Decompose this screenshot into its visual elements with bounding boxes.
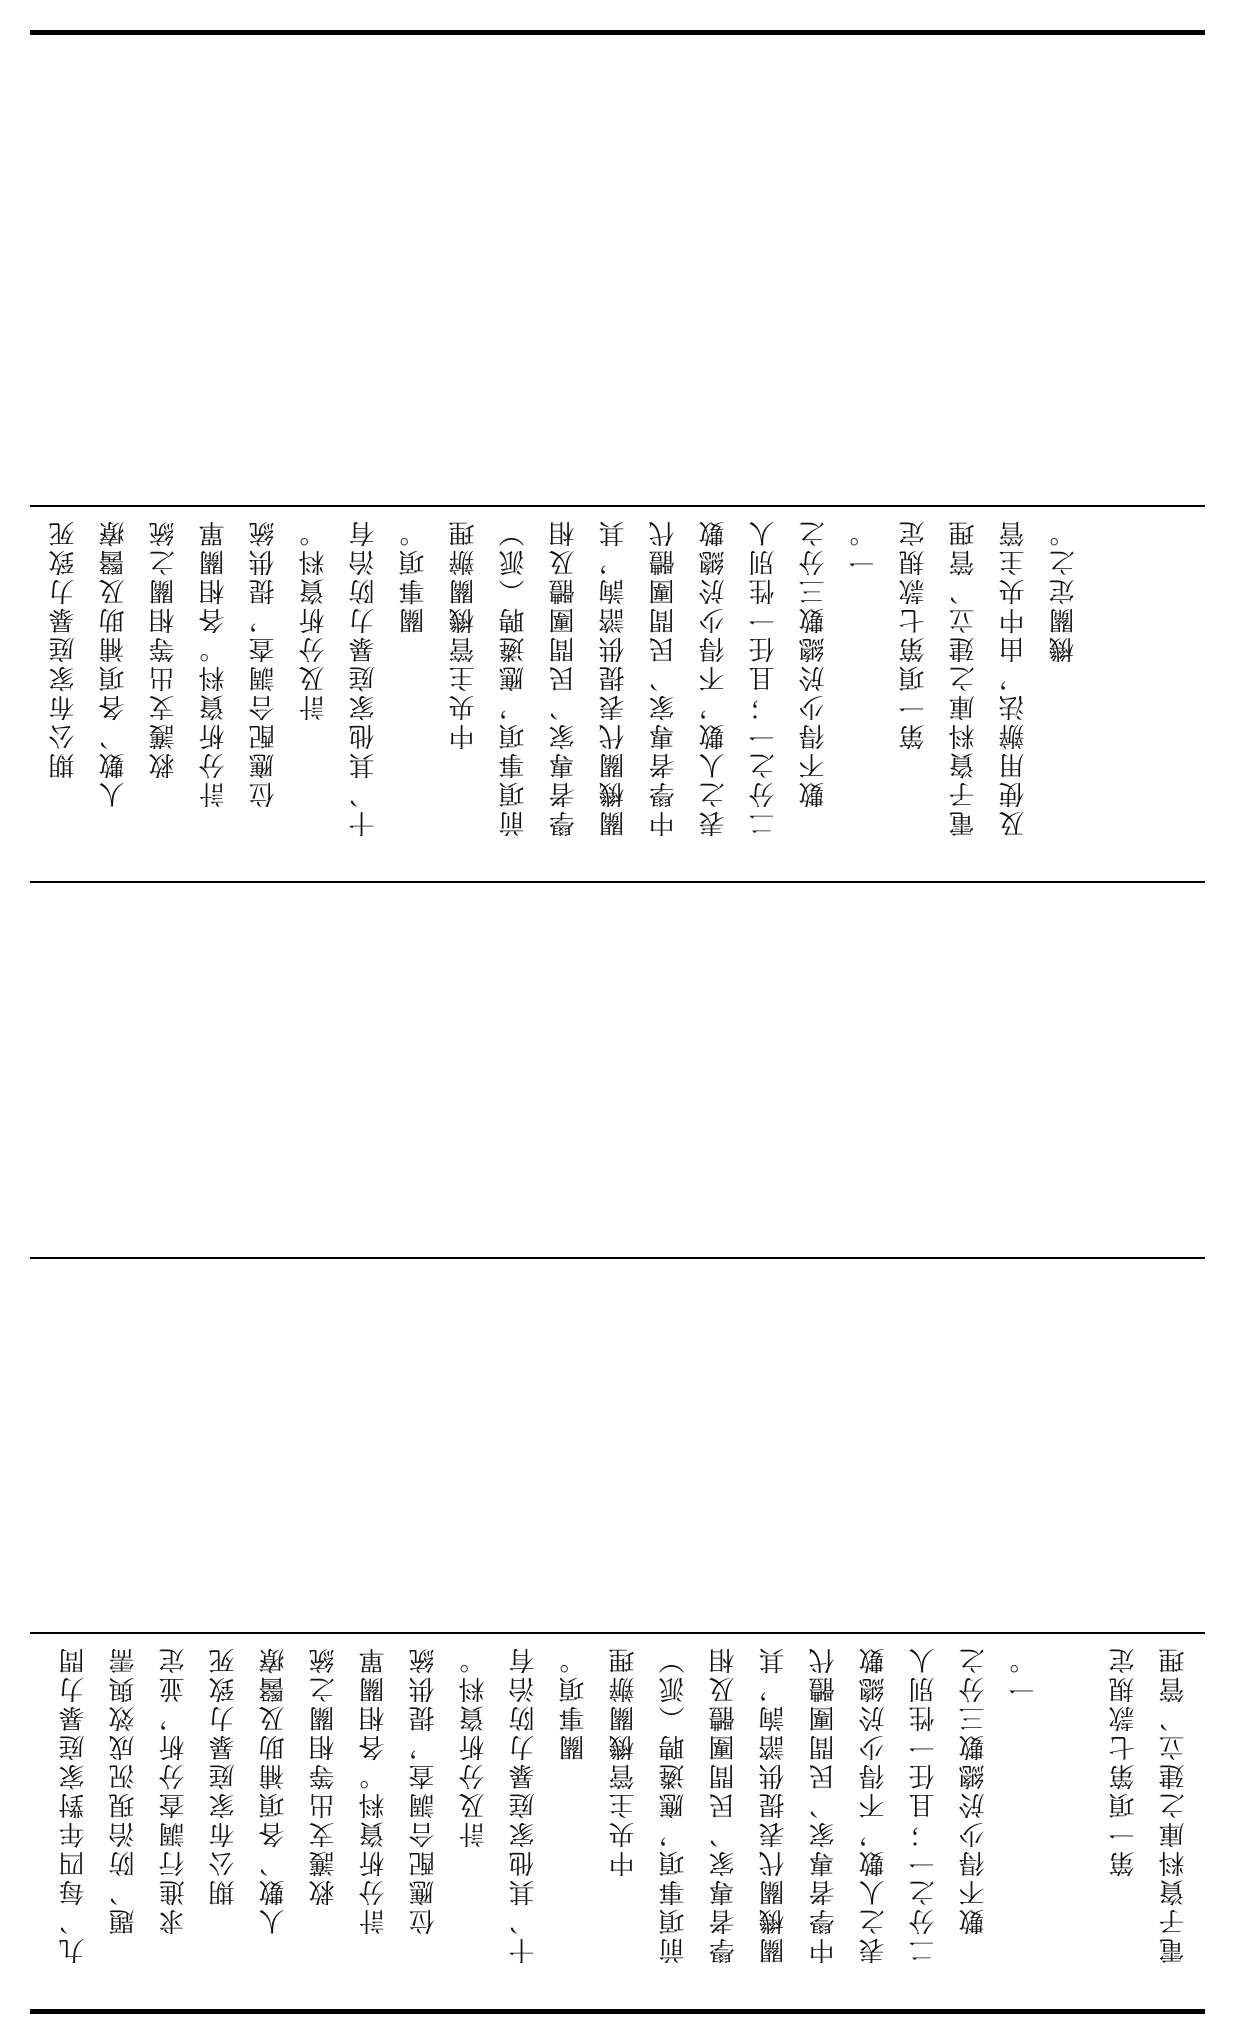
bottom-rule	[30, 2009, 1205, 2014]
row3-para2-line: 數不得少於總數三分之	[959, 1645, 989, 1935]
row3-para2-line: 二分之一；且任一性別人	[909, 1645, 939, 1964]
row1-columns	[45, 518, 1165, 868]
row1-line: 期公布家庭暴力致死	[49, 518, 79, 779]
row3-line: 九、每四年對家庭暴力問	[59, 1645, 89, 1964]
row1-line: 救護支出等相關之統	[149, 518, 179, 779]
row3-item10-cont: 關事項。	[559, 1645, 589, 1761]
row1-line: 計分析資料。各相關單	[199, 518, 229, 808]
row3-line: 人數、各項補助及醫療	[259, 1645, 289, 1935]
row3-para2-line: 學者專家、民間團體及相	[709, 1645, 739, 1964]
row3-line: 位應配合調查，提供統	[409, 1645, 439, 1935]
row-divider-2	[30, 881, 1205, 883]
row1-para2-line: 前項事項，應遴聘（派）	[499, 518, 529, 837]
row1-line: 位應配合調查，提供統	[249, 518, 279, 808]
row-divider-3	[30, 1257, 1205, 1259]
row1-para2-line: 二分之一；且任一性別人	[749, 518, 779, 837]
row3-para2-line: 前項事項，應遴聘（派）	[659, 1645, 689, 1964]
row1-para2-line: 關機關代表提供諮詢，其	[599, 518, 629, 837]
row3-line: 計分析資料。各相關單	[359, 1645, 389, 1935]
row1-para3-line: 機關定之。	[1049, 518, 1079, 663]
row3-para2-line: 中學者專家、民間團體代	[809, 1645, 839, 1964]
row1-line: 計及分析資料。	[299, 518, 329, 721]
row3-para2-line: 一。	[1009, 1645, 1039, 1703]
row-divider-4	[30, 1632, 1205, 1634]
row3-para3-line: 電子資料庫之建立、管理	[1159, 1645, 1189, 1964]
row3-line: 計及分析資料。	[459, 1645, 489, 1848]
row1-para2-line: 中央主管機關辦理	[449, 518, 479, 750]
row1-item10-cont: 關事項。	[399, 518, 429, 634]
row1-para3-line: 電子資料庫之建立、管理	[949, 518, 979, 837]
row-divider-1	[30, 505, 1205, 507]
row3-line: 期公布家庭暴力致死	[209, 1645, 239, 1906]
row3-para2-line: 中央主管機關辦理	[609, 1645, 639, 1877]
row3-columns	[55, 1645, 1189, 1995]
row1-para2-line: 一。	[849, 518, 879, 576]
row3-para2-line: 表之人數，不得少於總數	[859, 1645, 889, 1964]
row3-line: 題、防治現況成效與需	[109, 1645, 139, 1935]
row1-para2-line: 表之人數，不得少於總數	[699, 518, 729, 837]
row1-para3-line: 及使用辦法，由中央主管	[999, 518, 1029, 837]
row1-para3-line: 第一項第七款規定	[899, 518, 929, 750]
row1-item10: 十、其他家庭暴力防治有	[349, 518, 379, 837]
row3-para2-line: 關機關代表提供諮詢，其	[759, 1645, 789, 1964]
row1-para2-line: 學者專家、民間團體及相	[549, 518, 579, 837]
row1-para2-line: 數不得少於總數三分之	[799, 518, 829, 808]
row3-item10: 十、其他家庭暴力防治有	[509, 1645, 539, 1964]
row3-line: 求進行調查分析，並定	[159, 1645, 189, 1935]
row3-line: 救護支出等相關之統	[309, 1645, 339, 1906]
row3-para3-line: 第一項第七款規定	[1109, 1645, 1139, 1877]
row1-line: 人數、各項補助及醫療	[99, 518, 129, 808]
row1-para2-line: 中學者專家、民間團體代	[649, 518, 679, 837]
top-rule	[30, 30, 1205, 35]
